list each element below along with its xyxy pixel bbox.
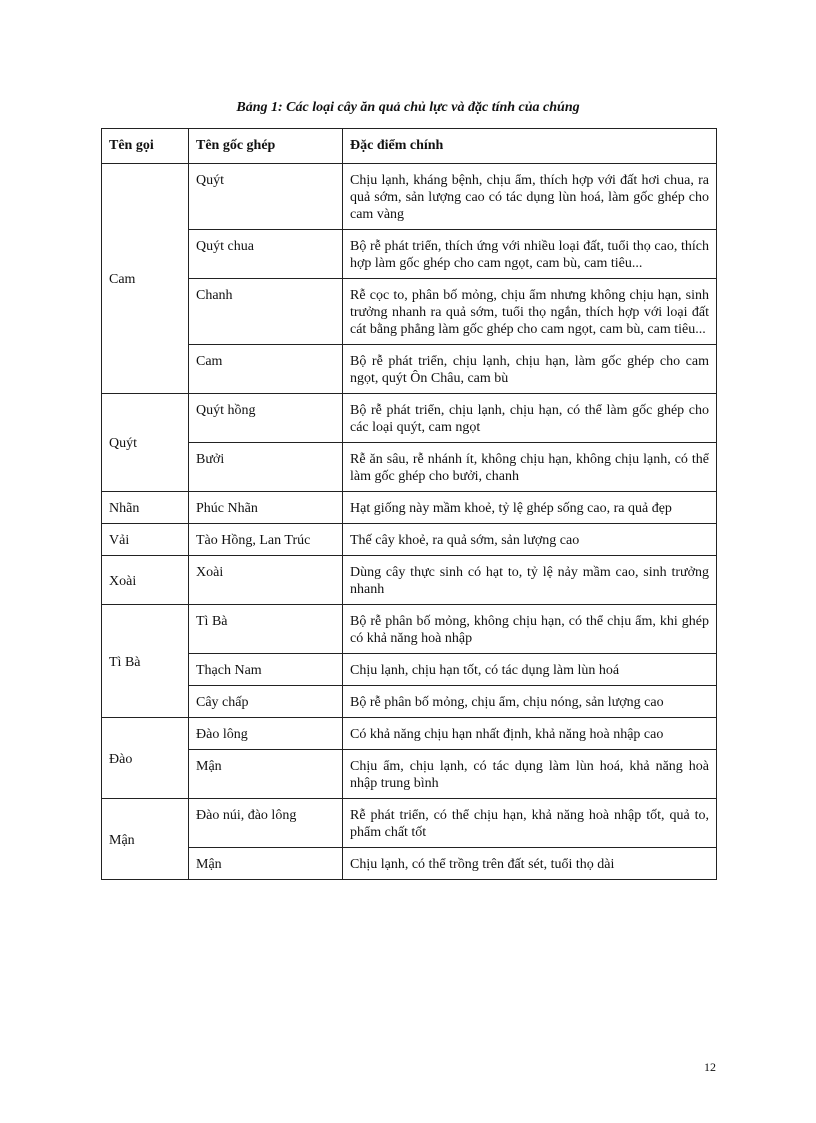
features-cell: Bộ rễ phát triển, chịu lạnh, chịu hạn, có thể làm gốc ghép cho các loại quýt, cam ngọt bbox=[343, 394, 717, 443]
table-row bbox=[102, 686, 717, 718]
rootstock-cell: Mận bbox=[189, 750, 343, 799]
features-cell: Rễ phát triển, có thể chịu hạn, khả năng hoà nhập tốt, quả to, phẩm chất tốt bbox=[343, 799, 717, 848]
rootstock-cell: Cây chấp bbox=[189, 686, 343, 718]
table-caption: Bảng 1: Các loại cây ăn quả chủ lực và đặc tính của chúng bbox=[236, 100, 580, 115]
table-row bbox=[102, 799, 717, 848]
rootstock-cell: Quýt bbox=[189, 164, 343, 230]
table-row bbox=[102, 750, 717, 799]
rootstock-cell: Chanh bbox=[189, 279, 343, 345]
rootstock-cell: Quýt hồng bbox=[189, 394, 343, 443]
fruit-name-cell: Xoài bbox=[102, 556, 189, 605]
rootstock-cell: Cam bbox=[189, 345, 343, 394]
features-cell: Chịu lạnh, kháng bệnh, chịu ẩm, thích hợp với đất hơi chua, ra quả sớm, sản lượng cao có tác dụng lùn hoá, làm gốc ghép cho cam vàng bbox=[343, 164, 717, 230]
table-row bbox=[102, 492, 717, 524]
rootstock-cell: Tào Hồng, Lan Trúc bbox=[189, 524, 343, 556]
rootstock-cell: Quýt chua bbox=[189, 230, 343, 279]
rootstock-cell: Phúc Nhãn bbox=[189, 492, 343, 524]
rootstock-cell: Đào lông bbox=[189, 718, 343, 750]
features-cell: Bộ rễ phát triển, chịu lạnh, chịu hạn, làm gốc ghép cho cam ngọt, quýt Ôn Châu, cam bù bbox=[343, 345, 717, 394]
rootstock-cell: Tì Bà bbox=[189, 605, 343, 654]
table-body bbox=[102, 164, 717, 880]
header-name: Tên gọi bbox=[102, 129, 189, 164]
table-row bbox=[102, 848, 717, 880]
table-row bbox=[102, 556, 717, 605]
features-cell: Chịu lạnh, chịu hạn tốt, có tác dụng làm lùn hoá bbox=[343, 654, 717, 686]
table-header-row bbox=[102, 129, 717, 164]
table-row bbox=[102, 230, 717, 279]
fruit-name-cell: Đào bbox=[102, 718, 189, 799]
rootstock-cell: Bưởi bbox=[189, 443, 343, 492]
features-cell: Rễ ăn sâu, rễ nhánh ít, không chịu hạn, không chịu lạnh, có thể làm gốc ghép cho bưởi, chanh bbox=[343, 443, 717, 492]
features-cell: Thế cây khoẻ, ra quả sớm, sản lượng cao bbox=[343, 524, 717, 556]
fruit-name-cell: Nhãn bbox=[102, 492, 189, 524]
fruit-tree-table bbox=[101, 128, 717, 880]
fruit-name-cell: Cam bbox=[102, 164, 189, 394]
table-row bbox=[102, 524, 717, 556]
features-cell: Chịu lạnh, có thể trồng trên đất sét, tuổi thọ dài bbox=[343, 848, 717, 880]
features-cell: Chịu ẩm, chịu lạnh, có tác dụng làm lùn hoá, khả năng hoà nhập trung bình bbox=[343, 750, 717, 799]
table-row bbox=[102, 718, 717, 750]
header-features: Đặc điểm chính bbox=[343, 129, 717, 164]
table-row bbox=[102, 394, 717, 443]
features-cell: Dùng cây thực sinh có hạt to, tỷ lệ nảy mầm cao, sinh trưởng nhanh bbox=[343, 556, 717, 605]
table-row bbox=[102, 443, 717, 492]
features-cell: Rễ cọc to, phân bố mỏng, chịu ẩm nhưng không chịu hạn, sinh trưởng nhanh ra quả sớm, tuổi thọ ngắn, thích hợp với loại đất cát bằng phẳng làm gốc ghép cho cam ngọt, cam bù, cam tiêu... bbox=[343, 279, 717, 345]
table-row bbox=[102, 164, 717, 230]
fruit-name-cell: Quýt bbox=[102, 394, 189, 492]
features-cell: Hạt giống này mầm khoẻ, tỷ lệ ghép sống cao, ra quả đẹp bbox=[343, 492, 717, 524]
features-cell: Có khả năng chịu hạn nhất định, khả năng hoà nhập cao bbox=[343, 718, 717, 750]
rootstock-cell: Thạch Nam bbox=[189, 654, 343, 686]
fruit-name-cell: Vải bbox=[102, 524, 189, 556]
rootstock-cell: Xoài bbox=[189, 556, 343, 605]
features-cell: Bộ rễ phân bố mỏng, chịu ẩm, chịu nóng, sản lượng cao bbox=[343, 686, 717, 718]
fruit-name-cell: Mận bbox=[102, 799, 189, 880]
features-cell: Bộ rễ phát triển, thích ứng với nhiều loại đất, tuổi thọ cao, thích hợp làm gốc ghép cho cam ngọt, cam bù, cam tiêu... bbox=[343, 230, 717, 279]
rootstock-cell: Đào núi, đào lông bbox=[189, 799, 343, 848]
features-cell: Bộ rễ phân bố mỏng, không chịu hạn, có thể chịu ẩm, khi ghép có khả năng hoà nhập bbox=[343, 605, 717, 654]
table-row bbox=[102, 279, 717, 345]
rootstock-cell: Mận bbox=[189, 848, 343, 880]
page-number: 12 bbox=[704, 1060, 716, 1074]
table-row bbox=[102, 605, 717, 654]
table-row bbox=[102, 654, 717, 686]
table-row bbox=[102, 345, 717, 394]
fruit-name-cell: Tì Bà bbox=[102, 605, 189, 718]
header-rootstock: Tên gốc ghép bbox=[189, 129, 343, 164]
